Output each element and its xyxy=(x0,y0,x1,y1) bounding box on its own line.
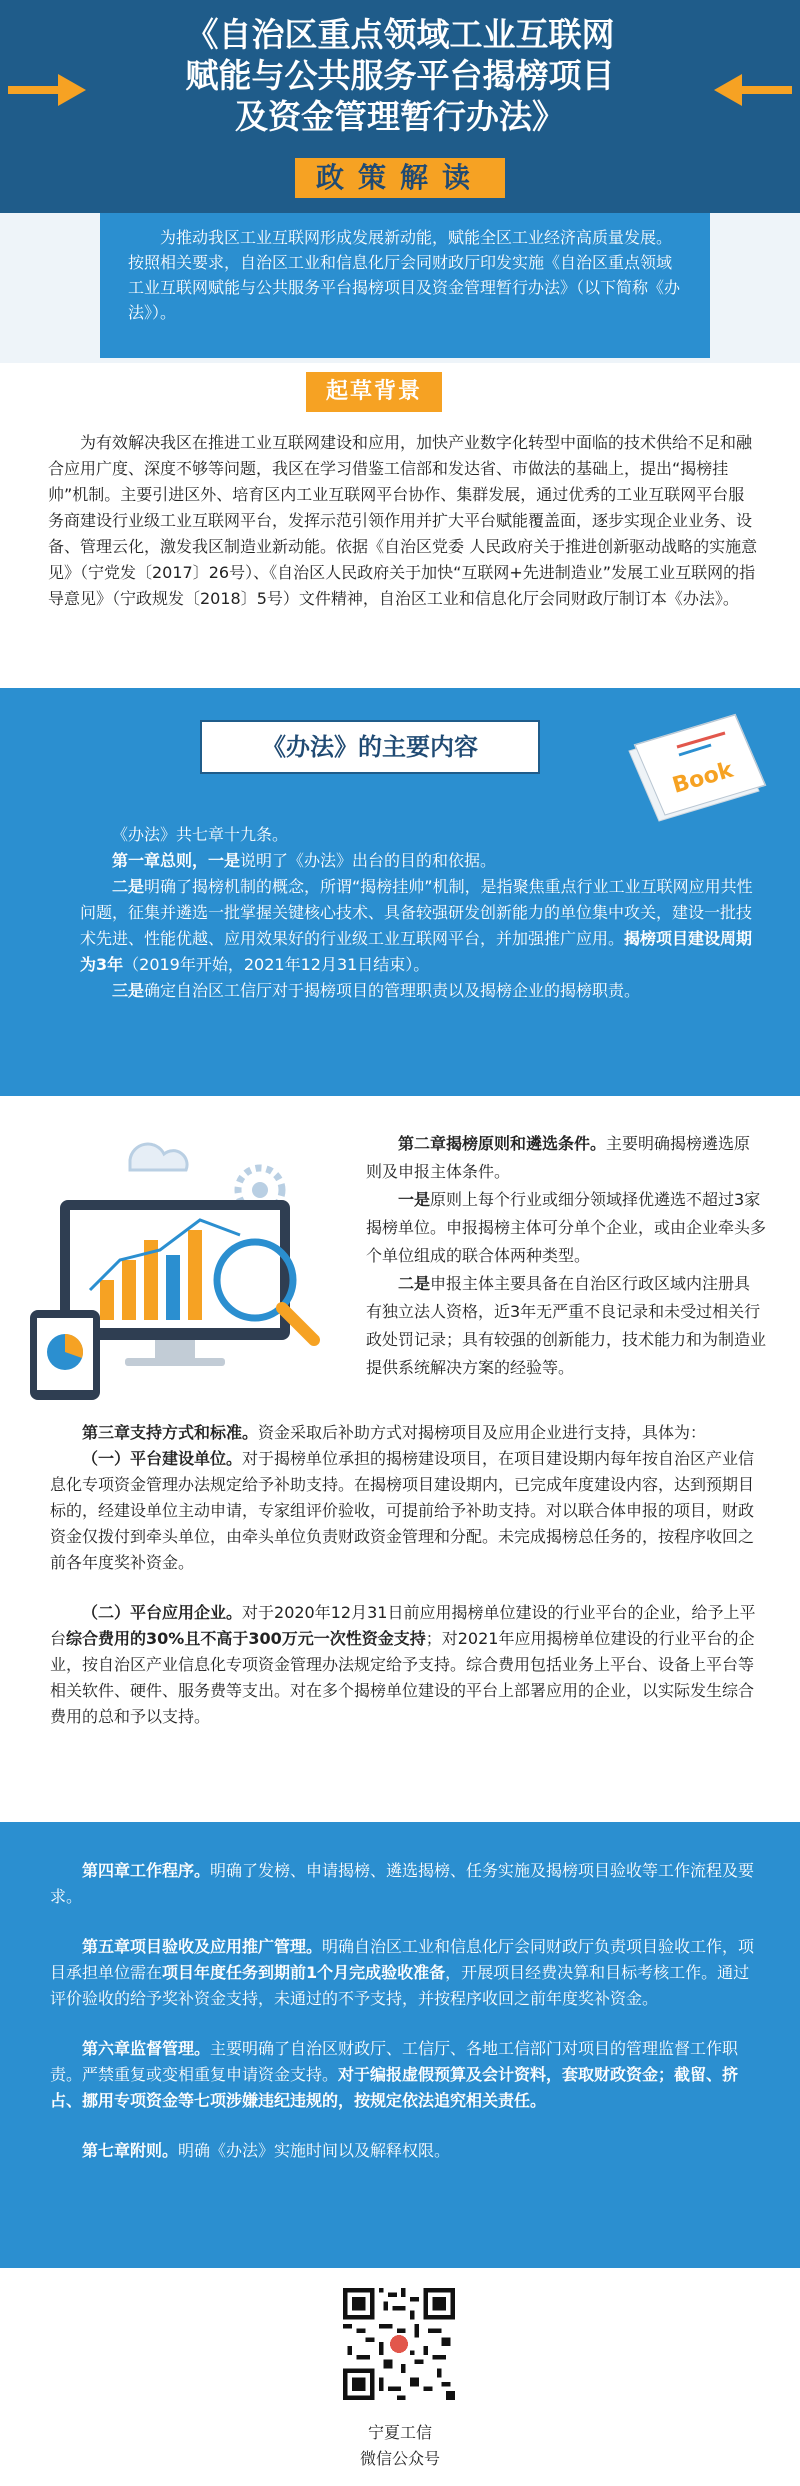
chapter2-p2-text: 原则上每个行业或细分领域择优遴选不超过3家揭榜单位。申报揭榜主体可分单个企业，或由企业牵头多个单位组成的联合体两种类型。 xyxy=(366,1190,767,1265)
chapter6-bold: 第六章监督管理。 xyxy=(82,2039,211,2058)
main-content-p4 xyxy=(80,978,760,1004)
chapter1-bold: 第一章总则，一是 xyxy=(112,851,241,870)
section-title-background: 起草背景 xyxy=(306,372,442,412)
header xyxy=(0,0,800,213)
chapter4-bold: 第四章工作程序。 xyxy=(82,1861,211,1880)
chapter2-intro: 主要明确揭榜遴选原则及申报主体条件。 xyxy=(366,1134,751,1181)
title-line-2: 赋能与公共服务平台揭榜项目 xyxy=(185,56,615,95)
chapter2-p2-bold: 一是 xyxy=(398,1190,431,1209)
chapter3-a-text: 对于揭榜单位承担的揭榜建设项目，在项目建设期内每年按自治区产业信息化专项资金管理办法规定给予补助支持。在揭榜项目建设期内，已完成年度建设内容，达到预期目标的，经建设单位主动申请，专家组评价验收，可提前给予补助支持。对以联合体申报的项目，财政资金仅拨付到牵头单位，由牵头单位负责财政资金管理和分配。未完成揭榜总任务的，按程序收回之前各年度奖补资金。 xyxy=(50,1449,755,1572)
page-title xyxy=(100,14,700,137)
book-label: Book xyxy=(669,757,736,799)
chapter3-text xyxy=(50,1420,762,1730)
chapter7-text: 明确《办法》实施时间以及解释权限。 xyxy=(178,2141,451,2160)
intro-text: 为推动我区工业互联网形成发展新动能，赋能全区工业经济高质量发展。按照相关要求，自治区工业和信息化厅会同财政厅印发实施《自治区重点领域工业互联网赋能与公共服务平台揭榜项目及资金管理暂行办法》（以下简称《办法》）。 xyxy=(128,228,681,322)
chapter2-p2 xyxy=(366,1186,766,1270)
main-content-p3 xyxy=(80,874,760,978)
p4-text: 确定自治区工信厅对于揭榜项目的管理职责以及揭榜企业的揭榜职责。 xyxy=(144,981,641,1000)
chapter2-p3 xyxy=(366,1270,766,1382)
arrow-right-icon xyxy=(8,70,88,110)
chapter5-end: ，开展项目经费决算和目标考核工作。通过评价验收的给予奖补资金支持，未通过的不予支持，并按程序收回之前年度奖补资金。 xyxy=(50,1963,750,2008)
main-content-title: 《办法》的主要内容 xyxy=(262,733,478,761)
chapter2-text xyxy=(366,1130,766,1382)
chapter5 xyxy=(50,1934,762,2012)
section-background-text xyxy=(48,430,760,612)
main-content-p1: 《办法》共七章十九条。 xyxy=(112,825,289,844)
qr-code[interactable] xyxy=(343,2288,455,2400)
chapter3-b-bold: （二）平台应用企业。 xyxy=(82,1603,243,1622)
background-paragraph: 为有效解决我区在推进工业互联网建设和应用，加快产业数字化转型中面临的技术供给不足和融合应用广度、深度不够等问题，我区在学习借鉴工信部和发达省、市做法的基础上，提出“揭榜挂帅”机制。主要引进区外、培育区内工业互联网平台协作、集群发展，通过优秀的工业互联网平台服务商建设行业级工业互联网平台，发挥示范引领作用并扩大平台赋能覆盖面，逐步实现企业业务、设备、管理云化，激发我区制造业新动能。依据《自治区党委 人民政府关于推进创新驱动战略的实施意见》（宁党发〔2017〕26号）、《自治区人民政府关于加快“互联网+先进制造业”发展工业互联网的指导意见》（宁政规发〔2018〕5号）文件精神，自治区工业和信息化厅会同财政厅制订本《办法》。 xyxy=(48,433,758,608)
title-line-3: 及资金管理暂行办法》 xyxy=(235,97,565,136)
spacer xyxy=(50,1576,762,1600)
chapter3-a-bold: （一）平台建设单位。 xyxy=(82,1449,243,1468)
book-icon xyxy=(615,705,775,825)
chapter3-p1 xyxy=(50,1420,762,1446)
chapter2-p3-bold: 二是 xyxy=(398,1274,431,1293)
p3-bold2: 揭榜项目建设周期为3年 xyxy=(80,929,753,974)
chapter6-bold2: 对于编报虚假预算及会计资料，套取财政资金；截留、挤占、挪用专项资金等七项涉嫌违纪违规的，按规定依法追究相关责任。 xyxy=(50,2065,739,2110)
main-content-text xyxy=(80,822,760,1004)
chapter6 xyxy=(50,2036,762,2114)
arrow-left-icon xyxy=(712,70,792,110)
intro-box xyxy=(100,213,710,358)
chapter3-b-bold2: 综合费用的30%且不高于300万元一次性资金支持 xyxy=(66,1629,426,1648)
spacer xyxy=(50,1910,762,1934)
p4-bold: 三是 xyxy=(112,981,145,1000)
chapter3-intro: 资金采取后补助方式对揭榜项目及应用企业进行支持，具体为： xyxy=(258,1423,707,1442)
chapter2-bold: 第二章揭榜原则和遴选条件。 xyxy=(398,1134,607,1153)
spacer xyxy=(50,2114,762,2138)
spacer xyxy=(50,2012,762,2036)
chapter5-bold2: 项目年度任务到期前1个月完成验收准备 xyxy=(162,1963,446,1982)
chapter1-text: 说明了《办法》出台的目的和依据。 xyxy=(240,851,497,870)
subtitle-badge: 政策解读 xyxy=(295,158,505,198)
section-title-main-content xyxy=(200,720,540,774)
data-analytics-illustration xyxy=(30,1140,340,1400)
p3-bold: 二是 xyxy=(112,877,145,896)
chapter6-text: 主要明确了自治区财政厅、工信厅、各地工信部门对项目的管理监督工作职责。严禁重复或变相重复申请资金支持。 xyxy=(50,2039,739,2084)
footer-account-type: 微信公众号 xyxy=(359,2449,440,2468)
chapter7-bold: 第七章附则。 xyxy=(82,2141,179,2160)
chapter3-b-end: ；对2021年应用揭榜单位建设的行业平台的企业，按自治区产业信息化专项资金管理办法规定给予支持。综合费用包括业务上平台、设备上平台等相关软件、硬件、服务费等支出。对在多个揭榜单位建设的平台上部署应用的企业，以实际发生综合费用的总和予以支持。 xyxy=(50,1629,755,1726)
title-line-1: 《自治区重点领域工业互联网 xyxy=(185,15,615,54)
p3-text: 明确了揭榜机制的概念，所谓“揭榜挂帅”机制，是指聚焦重点行业工业互联网应用共性问题，征集并遴选一批掌握关键核心技术、具备较强研发创新能力的单位集中攻关，建设一批技术先进、性能优越、应用效果好的行业级工业互联网平台，并加强推广应用。 xyxy=(80,877,753,948)
footer-account-name: 宁夏工信 xyxy=(367,2423,432,2442)
chapter4-text: 明确了发榜、申请揭榜、遴选揭榜、任务实施及揭榜项目验收等工作流程及要求。 xyxy=(50,1861,755,1906)
main-content-p2 xyxy=(80,848,760,874)
chapter2-p1 xyxy=(366,1130,766,1186)
chapter5-text: 明确自治区工业和信息化厅会同财政厅负责项目验收工作，项目承担单位需在 xyxy=(50,1937,755,1982)
chapter3-bold: 第三章支持方式和标准。 xyxy=(82,1423,259,1442)
chapter5-bold: 第五章项目验收及应用推广管理。 xyxy=(82,1937,323,1956)
chapter4 xyxy=(50,1858,762,1910)
p3-end: （2019年开始，2021年12月31日结束）。 xyxy=(123,955,430,974)
chapter3-b xyxy=(50,1600,762,1730)
chapter7 xyxy=(50,2138,762,2164)
chapter2-p3-text: 申报主体主要具备在自治区行政区域内注册具有独立法人资格，近3年无严重不良记录和未受过相关行政处罚记录；具有较强的创新能力，技术能力和为制造业提供系统解决方案的经验等。 xyxy=(366,1274,767,1377)
chapter3-a xyxy=(50,1446,762,1576)
chapter3-b-text: 对于2020年12月31日前应用揭榜单位建设的行业平台的企业，给予上平台 xyxy=(50,1603,756,1648)
chapters-4-7-text xyxy=(50,1858,762,2164)
